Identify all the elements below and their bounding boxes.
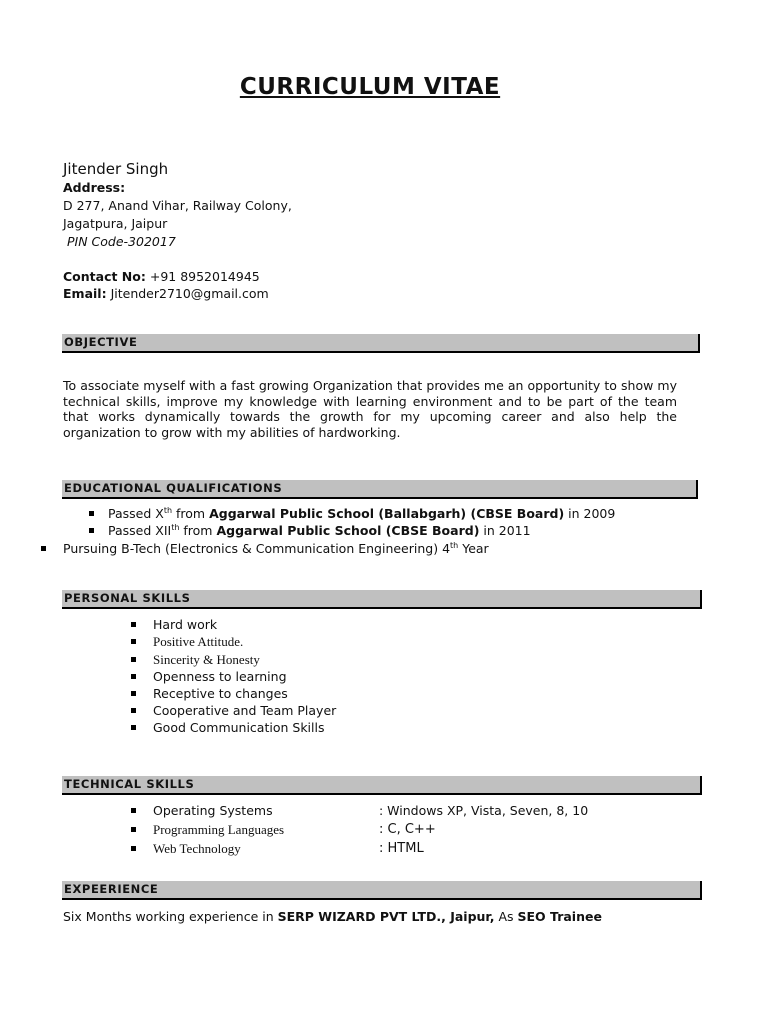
bullet-icon: [131, 691, 136, 696]
bullet-icon: [41, 546, 46, 551]
education-item-text: Passed XII: [108, 523, 172, 539]
education-item-from: from: [172, 506, 210, 522]
page-title: CURRICULUM VITAE: [239, 74, 501, 100]
education-item-year: Year: [458, 541, 489, 557]
contact-label: Contact No:: [63, 269, 146, 284]
tech-skill-name: Operating Systems: [153, 803, 273, 818]
tech-skill-name: Programming Languages: [153, 822, 285, 837]
bullet-icon: [131, 622, 136, 627]
skill-item: Good Communication Skills: [153, 720, 325, 735]
skill-item: Openness to learning: [153, 669, 287, 684]
section-personal-skills: PERSONAL SKILLS: [62, 590, 702, 609]
experience-text: Six Months working experience in: [63, 909, 278, 924]
skill-item: Hard work: [153, 617, 218, 632]
address-line-1: D 277, Anand Vihar, Railway Colony,: [63, 198, 292, 213]
contact-number: +91 8952014945: [149, 269, 260, 284]
superscript: th: [163, 506, 173, 515]
superscript: th: [171, 523, 180, 532]
skill-item: Positive Attitude.: [153, 634, 244, 649]
section-objective: OBJECTIVE: [62, 334, 700, 353]
tech-skill-value: : Windows XP, Vista, Seven, 8, 10: [379, 803, 589, 818]
superscript: th: [450, 541, 459, 550]
objective-text: To associate myself with a fast growing Organization that provides me an opportunity to show my technical skills, improve my knowledge with learning environment and to be part of the team that works dynamically towards the growth for my upcoming career and also help the organization to grow with my abilities of hardworking.: [63, 378, 677, 441]
skill-item: Cooperative and Team Player: [153, 703, 337, 718]
bullet-icon: [131, 639, 136, 644]
experience-line: [63, 909, 602, 924]
bullet-icon: [131, 725, 136, 730]
education-item-text: Pursuing B-Tech (Electronics & Communication Engineering) 4: [63, 541, 451, 557]
bullet-icon: [131, 827, 136, 832]
tech-skill-value: : HTML: [379, 841, 424, 856]
pin-code: PIN Code-302017: [67, 234, 176, 249]
candidate-name: Jitender Singh: [63, 160, 169, 178]
bullet-icon: [131, 674, 136, 679]
address-label: Address:: [63, 180, 126, 195]
email-line: [63, 286, 269, 301]
bullet-icon: [131, 808, 136, 813]
section-education: EDUCATIONAL QUALIFICATIONS: [62, 480, 698, 499]
experience-as: As: [494, 909, 518, 924]
skill-item: Receptive to changes: [153, 686, 288, 701]
email-address: Jitender2710@gmail.com: [110, 286, 269, 301]
tech-skill-value: : C, C++: [379, 822, 436, 837]
bullet-icon: [131, 657, 136, 662]
bullet-icon: [131, 708, 136, 713]
education-item-from: from: [179, 523, 217, 539]
skill-item: Sincerity & Honesty: [153, 652, 260, 667]
section-technical-skills: TECHNICAL SKILLS: [62, 776, 702, 795]
tech-skill-name: Web Technology: [153, 841, 241, 856]
email-label: Email:: [63, 286, 107, 301]
experience-company: SERP WIZARD PVT LTD., Jaipur,: [277, 909, 495, 924]
bullet-icon: [89, 528, 94, 533]
address-line-2: Jagatpura, Jaipur: [63, 216, 168, 231]
education-item-school: Aggarwal Public School (CBSE Board): [216, 523, 480, 539]
education-item-year: in 2009: [564, 506, 616, 522]
education-item-school: Aggarwal Public School (Ballabgarh) (CBSE Board): [209, 506, 565, 522]
education-item-year: in 2011: [479, 523, 531, 539]
contact-line: [63, 269, 260, 284]
section-experience: EXPEERIENCE: [62, 881, 702, 900]
education-item-text: Passed X: [108, 506, 164, 522]
experience-role: SEO Trainee: [517, 909, 602, 924]
bullet-icon: [89, 511, 94, 516]
bullet-icon: [131, 846, 136, 851]
